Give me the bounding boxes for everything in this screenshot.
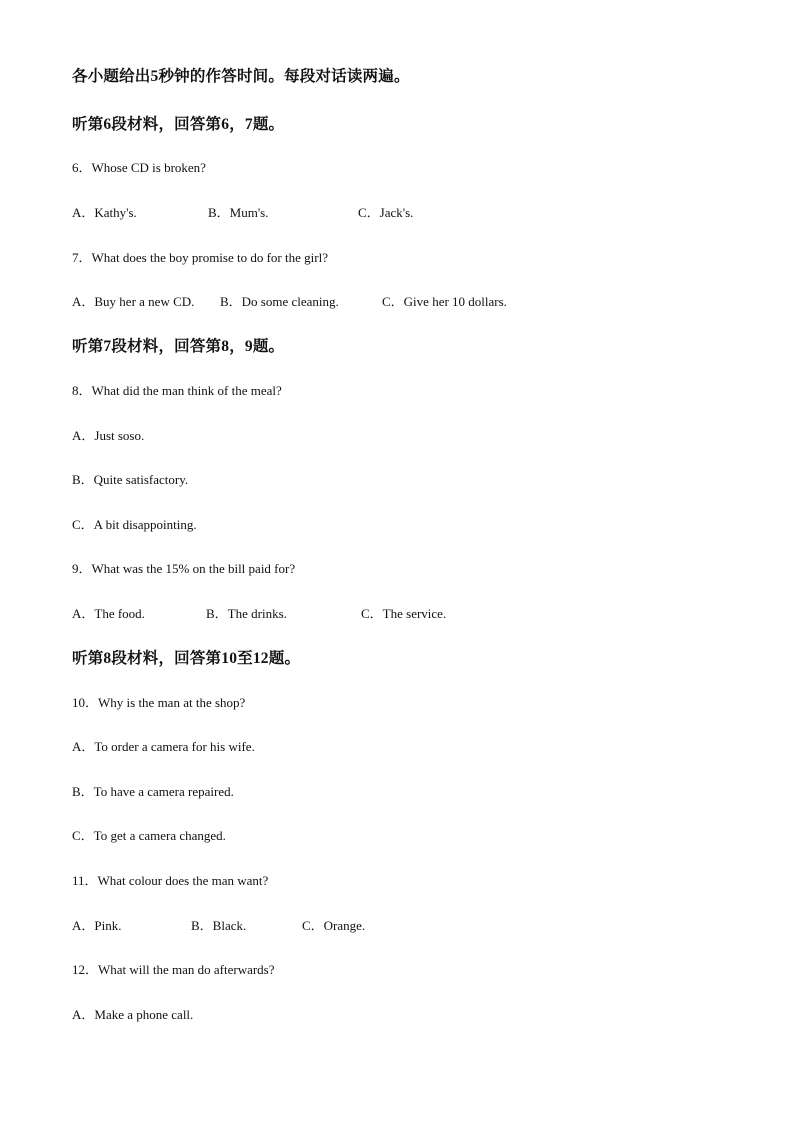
- question-stem: 6．Whose CD is broken?: [72, 160, 206, 175]
- section-heading: 听第7段材料，回答第8，9题。: [72, 338, 285, 355]
- option-c: C．To get a camera changed.: [72, 828, 226, 843]
- option-b: B．Do some cleaning.: [220, 294, 339, 309]
- question-stem: 8．What did the man think of the meal?: [72, 383, 282, 398]
- option-a: A．Pink.: [72, 918, 122, 933]
- option-a: A．Kathy's.: [72, 205, 137, 220]
- option-b: B．To have a camera repaired.: [72, 784, 234, 799]
- option-a: A．Just soso.: [72, 428, 145, 443]
- instructions-heading: 各小题给出5秒钟的作答时间。每段对话读两遍。: [72, 68, 410, 85]
- option-b: B．The drinks.: [206, 606, 287, 621]
- option-c: C．Give her 10 dollars.: [382, 294, 507, 309]
- option-a: A．To order a camera for his wife.: [72, 739, 255, 754]
- section-heading: 听第8段材料，回答第10至12题。: [72, 650, 301, 667]
- question-stem: 11．What colour does the man want?: [72, 873, 269, 888]
- option-c: C．Jack's.: [358, 205, 414, 220]
- question-stem: 12．What will the man do afterwards?: [72, 962, 275, 977]
- option-b: B．Black.: [191, 918, 247, 933]
- question-stem: 7．What does the boy promise to do for the girl?: [72, 250, 328, 265]
- option-b: B．Quite satisfactory.: [72, 472, 189, 487]
- option-c: C．A bit disappointing.: [72, 517, 197, 532]
- option-a: A．The food.: [72, 606, 145, 621]
- question-stem: 9．What was the 15% on the bill paid for?: [72, 561, 296, 576]
- option-b: B．Mum's.: [208, 205, 269, 220]
- option-a: A．Make a phone call.: [72, 1007, 194, 1022]
- option-c: C．The service.: [361, 606, 447, 621]
- section-heading: 听第6段材料，回答第6，7题。: [72, 116, 285, 133]
- question-stem: 10．Why is the man at the shop?: [72, 695, 246, 710]
- option-a: A．Buy her a new CD.: [72, 294, 195, 309]
- option-c: C．Orange.: [302, 918, 366, 933]
